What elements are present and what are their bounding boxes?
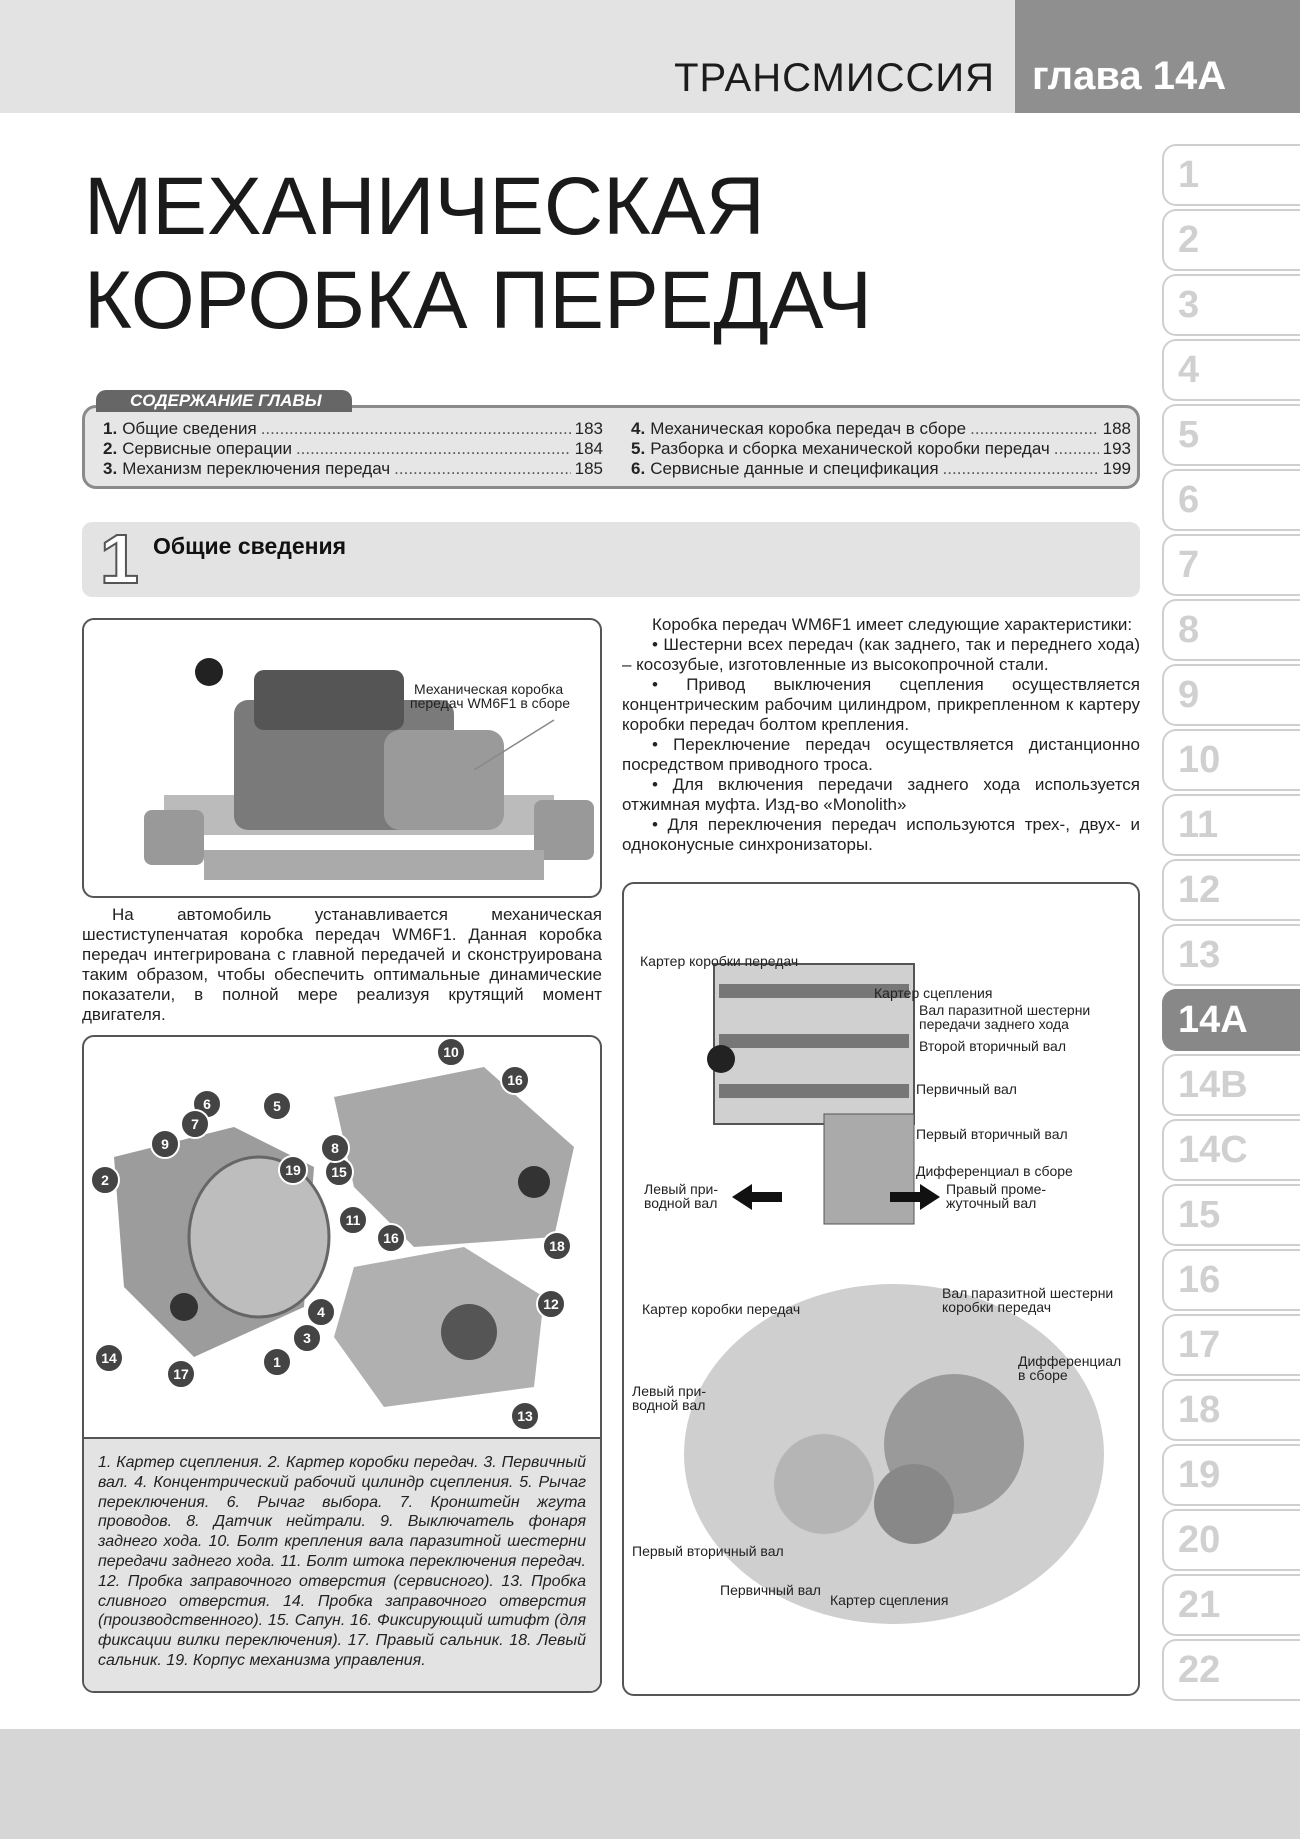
chapter-tab[interactable]: 18: [1162, 1379, 1300, 1441]
chapter-label: глава 14А: [1032, 54, 1227, 98]
chapter-tab[interactable]: 22: [1162, 1639, 1300, 1701]
chapter-tab[interactable]: 10: [1162, 729, 1300, 791]
chapter-tab[interactable]: 21: [1162, 1574, 1300, 1636]
chapter-tab[interactable]: 2: [1162, 209, 1300, 271]
body-text-left: На автомобиль устанавливается механическая шестиступенчатая коробка передач WM6F1. Данная коробка передач интегрирована с главной передачей и сконструирована таким образом, чтобы обеспечить оптимальные динамические показатели, в полной мере реализуя крутящий момент двигателя.: [82, 905, 602, 1024]
callout-label: Первичный вал: [720, 1582, 821, 1598]
callout-marker: 4: [306, 1297, 336, 1327]
callout-marker: 8: [320, 1133, 350, 1163]
section-title: ТРАНСМИССИЯ: [674, 56, 995, 100]
callout-label: Механическая коробка: [414, 681, 564, 697]
callout-label: водной вал: [632, 1397, 706, 1413]
chapter-tab[interactable]: 14С: [1162, 1119, 1300, 1181]
toc-item[interactable]: 5. Разборка и сборка механической коробки передач ..... 193: [631, 439, 1131, 459]
callout-marker: 2: [90, 1165, 120, 1195]
toc-heading: СОДЕРЖАНИЕ ГЛАВЫ: [96, 390, 352, 412]
callout-marker: 9: [150, 1129, 180, 1159]
callout-marker: 1: [262, 1347, 292, 1377]
callout-label: Картер сцепления: [874, 985, 993, 1001]
page-title: [84, 160, 872, 348]
callout-marker: 16: [376, 1223, 406, 1253]
callout-marker: 16: [500, 1065, 530, 1095]
callout-label: Картер коробки передач: [642, 1301, 801, 1317]
callout-marker: 6: [192, 1089, 222, 1119]
callout-label: Левый при-: [644, 1181, 719, 1197]
callout-label: Правый проме-: [946, 1181, 1047, 1197]
callout-label: Дифференциал: [1018, 1353, 1122, 1369]
callout-label: Первичный вал: [916, 1081, 1017, 1097]
chapter-tab[interactable]: 16: [1162, 1249, 1300, 1311]
body-text-right: [622, 615, 1140, 855]
gearbox-illustration: [84, 1037, 600, 1437]
callout-label: коробки передач: [942, 1299, 1052, 1315]
callout-label: Вал паразитной шестерни: [919, 1002, 1091, 1018]
characteristics-intro: Коробка передач WM6F1 имеет следующие характеристики:: [652, 615, 1133, 634]
chapter-tab[interactable]: 17: [1162, 1314, 1300, 1376]
callout-label: передачи заднего хода: [919, 1016, 1069, 1032]
toc-item[interactable]: 1. Общие сведения ..... 183: [103, 419, 603, 439]
callout-marker: 3: [292, 1323, 322, 1353]
chapter-tab[interactable]: 1: [1162, 144, 1300, 206]
toc-item[interactable]: 4. Механическая коробка передач в сборе ..... 188: [631, 419, 1131, 439]
callout-marker: 17: [166, 1359, 196, 1389]
callout-label: в сборе: [1018, 1367, 1068, 1383]
callout-label: Первый вторичный вал: [916, 1126, 1068, 1142]
callout-label: Левый при-: [632, 1383, 707, 1399]
callout-marker: 19: [278, 1155, 308, 1185]
chapter-tab[interactable]: 9: [1162, 664, 1300, 726]
callout-marker: 11: [338, 1205, 368, 1235]
callout-label: передач WM6F1 в сборе: [410, 695, 571, 711]
chapter-tab[interactable]: 6: [1162, 469, 1300, 531]
callout-label: водной вал: [644, 1195, 718, 1211]
callout-label: Вал паразитной шестерни: [942, 1285, 1114, 1301]
callout-marker: 18: [542, 1231, 572, 1261]
chapter-tab[interactable]: 20: [1162, 1509, 1300, 1571]
chapter-tab-active[interactable]: 14А: [1162, 989, 1300, 1051]
figure-caption: 1. Картер сцепления. 2. Картер коробки передач. 3. Первичный вал. 4. Концентрический рабочий цилиндр сцепления. 5. Рычаг переключения. 6. Рычаг выбора. 7. Кронштейн жгута проводов. 8. Датчик нейтрали. 9. Выключатель фонаря заднего хода. 10. Болт крепления вала паразитной шестерни передачи заднего хода. 11. Болт штока переключения передач. 12. Пробка заправочного отверстия (сервисного). 13. Пробка сливного отверстия. 14. Пробка заправочного отверстия (производственного). 15. Сапун. 16. Фиксирующий штифт (для фиксации вилки переключения). 17. Правый сальник. 18. Левый сальник. 19. Корпус механизма управления.: [84, 1437, 600, 1691]
section-number: 1: [100, 520, 139, 598]
callout-label: Второй вторичный вал: [919, 1038, 1067, 1054]
toc-item[interactable]: 6. Сервисные данные и спецификация ..... 199: [631, 459, 1131, 479]
chapter-tab[interactable]: 12: [1162, 859, 1300, 921]
chapter-tab[interactable]: 14В: [1162, 1054, 1300, 1116]
toc-item[interactable]: 2. Сервисные операции ..... 184: [103, 439, 603, 459]
bullet-item: • Для включения передачи заднего хода используется отжимная муфта. Изд-во «Monolith»: [622, 775, 1140, 814]
callout-marker: 14: [94, 1343, 124, 1373]
chapter-tab[interactable]: 5: [1162, 404, 1300, 466]
chapter-tab[interactable]: 19: [1162, 1444, 1300, 1506]
callout-label: Картер коробки передач: [640, 953, 799, 969]
title-line-1: МЕХАНИЧЕСКАЯ: [84, 161, 765, 252]
footer-band: [0, 1729, 1300, 1839]
chapter-tab[interactable]: 7: [1162, 534, 1300, 596]
bullet-item: • Для переключения передач используются трех-, двух- и одноконусные синхронизаторы.: [622, 815, 1140, 854]
chapter-tab[interactable]: 3: [1162, 274, 1300, 336]
bullet-item: • Шестерни всех передач (как заднего, так и переднего хода) – косозубые, изготовленные из высокопрочной стали.: [622, 635, 1140, 674]
title-line-2: КОРОБКА ПЕРЕДАЧ: [84, 255, 872, 346]
bullet-item: • Переключение передач осуществляется дистанционно посредством приводного троса.: [622, 735, 1140, 774]
callout-label: Картер сцепления: [830, 1592, 949, 1608]
figure-gearbox-sections: [622, 882, 1140, 1696]
callout-label: Первый вторичный вал: [632, 1543, 784, 1559]
callout-marker: 7: [180, 1109, 210, 1139]
engine-transmission-illustration: [84, 620, 600, 896]
toc-item[interactable]: 3. Механизм переключения передач ..... 185: [103, 459, 603, 479]
figure-engine-assembly: [82, 618, 602, 898]
chapter-tab[interactable]: 13: [1162, 924, 1300, 986]
callout-marker: 12: [536, 1289, 566, 1319]
callout-marker: 5: [262, 1091, 292, 1121]
bullet-item: • Привод выключения сцепления осуществляется концентрическим рабочим цилиндром, прикрепленном к картеру коробки передач болтом крепления.: [622, 675, 1140, 734]
callout-marker: 10: [436, 1037, 466, 1067]
chapter-contents: [82, 405, 1140, 489]
callout-label: Дифференциал в сборе: [916, 1163, 1073, 1179]
callout-label: жуточный вал: [946, 1195, 1037, 1211]
section-heading: Общие сведения: [153, 533, 347, 559]
callout-marker: 13: [510, 1401, 540, 1431]
chapter-tab[interactable]: 15: [1162, 1184, 1300, 1246]
chapter-tab[interactable]: 4: [1162, 339, 1300, 401]
chapter-tab[interactable]: 11: [1162, 794, 1300, 856]
chapter-tab[interactable]: 8: [1162, 599, 1300, 661]
callout-marker: 15: [324, 1157, 354, 1187]
